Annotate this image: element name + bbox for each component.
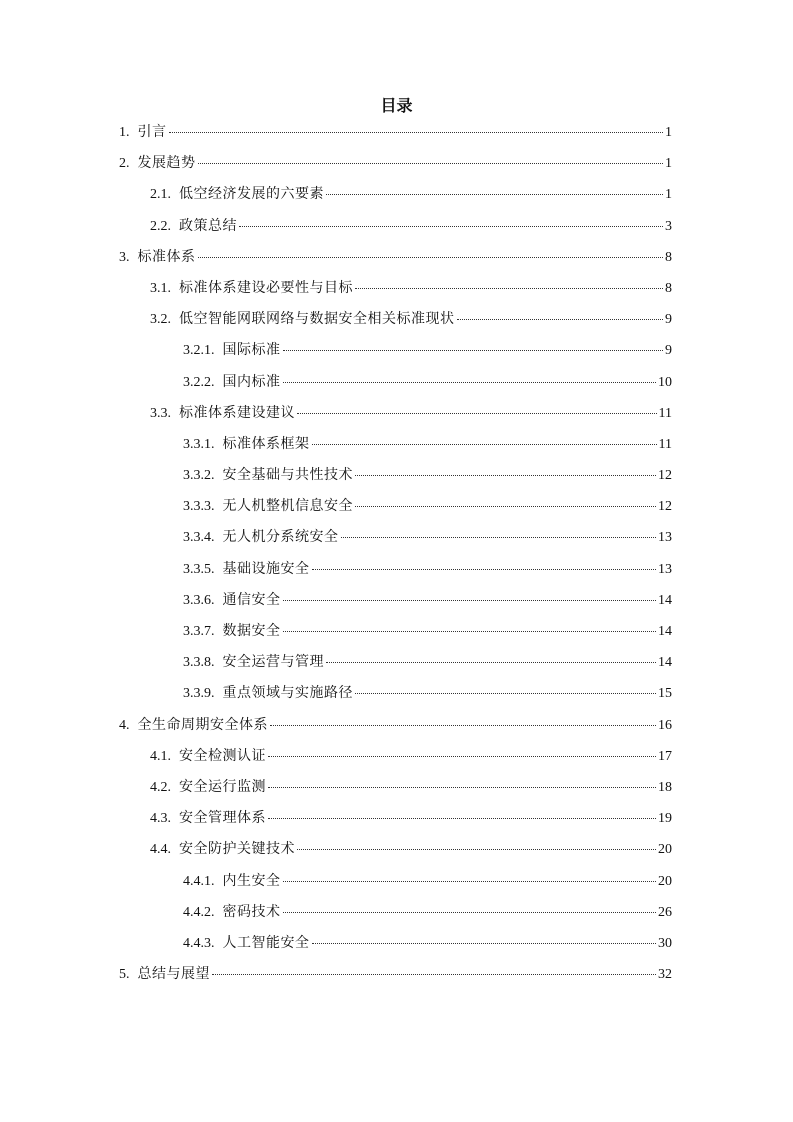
toc-entry[interactable] [0, 678, 793, 709]
toc-entry-number: 2.2. [150, 218, 171, 234]
toc-entry[interactable] [0, 117, 793, 148]
toc-entry-number: 4. [119, 717, 130, 733]
toc-entry-number: 2.1. [150, 187, 171, 203]
toc-entry[interactable] [0, 398, 793, 429]
toc-entry-title: 政策总结 [179, 217, 237, 234]
toc-entry-title: 国际标准 [222, 342, 281, 359]
toc-entry-page-number: 17 [658, 748, 672, 764]
toc-entry-title: 安全检测认证 [179, 747, 266, 764]
toc-entry-page-number: 10 [658, 374, 672, 390]
toc-entry[interactable] [0, 803, 793, 834]
toc-dot-leader [297, 849, 656, 850]
toc-entry-title: 总结与展望 [137, 966, 210, 983]
toc-entry[interactable] [0, 834, 793, 865]
toc-entry[interactable] [0, 616, 793, 647]
toc-entry-number: 3.3. [150, 405, 171, 421]
toc-entry-number: 3.3.1. [183, 436, 215, 452]
toc-entry-title: 标准体系框架 [222, 435, 310, 452]
toc-dot-leader [283, 382, 657, 383]
toc-dot-leader [312, 943, 657, 944]
toc-dot-leader [198, 163, 664, 164]
toc-entry-number: 4.4.2. [183, 904, 215, 920]
toc-entry-page-number: 32 [658, 967, 672, 983]
toc-entry-page-number: 9 [665, 312, 672, 328]
toc-dot-leader [283, 350, 664, 351]
toc-entry-page-number: 3 [665, 218, 672, 234]
toc-entry-number: 3.2.2. [183, 374, 215, 390]
toc-entry-page-number: 1 [665, 156, 672, 172]
toc-entry-page-number: 20 [658, 873, 672, 889]
toc-entry-title: 发展趋势 [137, 155, 196, 172]
toc-entry-title: 安全运行监测 [179, 778, 266, 795]
toc-entry[interactable] [0, 304, 793, 335]
toc-entry[interactable] [0, 179, 793, 210]
toc-dot-leader [355, 506, 656, 507]
toc-entry-page-number: 18 [658, 779, 672, 795]
toc-entry[interactable] [0, 897, 793, 928]
toc-entry[interactable] [0, 367, 793, 398]
toc-dot-leader [355, 475, 656, 476]
toc-dot-leader [283, 600, 657, 601]
toc-entry-number: 3.3.8. [183, 655, 215, 671]
toc-entry-title: 内生安全 [222, 872, 281, 889]
toc-title: 目录 [380, 96, 413, 115]
toc-entry-number: 3.3.7. [183, 624, 215, 639]
toc-entry-page-number: 1 [665, 125, 672, 140]
toc-list [0, 117, 793, 990]
toc-entry-page-number: 16 [658, 717, 672, 733]
toc-entry-number: 3.3.4. [183, 530, 215, 546]
toc-entry-number: 3.3.5. [183, 561, 215, 577]
toc-entry-title: 人工智能安全 [222, 934, 310, 951]
toc-entry-number: 3.1. [150, 280, 171, 296]
toc-entry[interactable] [0, 710, 793, 741]
toc-entry-page-number: 13 [658, 530, 672, 546]
toc-entry-title: 无人机分系统安全 [222, 529, 339, 546]
toc-entry-title: 全生命周期安全体系 [137, 716, 268, 733]
toc-entry[interactable] [0, 242, 793, 273]
toc-entry[interactable] [0, 647, 793, 678]
toc-dot-leader [268, 787, 656, 788]
toc-entry-number: 3.3.6. [183, 592, 215, 608]
toc-entry[interactable] [0, 491, 793, 522]
toc-entry-title: 引言 [137, 124, 167, 140]
toc-entry-page-number: 12 [658, 499, 672, 515]
toc-entry-title: 低空智能网联网络与数据安全相关标准现状 [179, 311, 455, 328]
toc-entry-title: 标准体系建设必要性与目标 [179, 279, 353, 296]
toc-entry-title: 安全管理体系 [179, 810, 266, 827]
toc-dot-leader [312, 569, 657, 570]
toc-entry-title: 通信安全 [222, 591, 281, 608]
toc-dot-leader [268, 818, 656, 819]
toc-dot-leader [326, 662, 656, 663]
toc-entry-title: 国内标准 [222, 373, 281, 390]
toc-entry-number: 4.4.1. [183, 873, 215, 889]
toc-entry[interactable] [0, 585, 793, 616]
toc-entry-page-number: 8 [665, 280, 672, 296]
toc-entry[interactable] [0, 429, 793, 460]
toc-dot-leader [198, 257, 664, 258]
toc-entry-number: 3.3.9. [183, 686, 215, 702]
toc-entry-title: 密码技术 [222, 903, 281, 920]
toc-entry[interactable] [0, 460, 793, 491]
toc-entry-number: 3.2. [150, 312, 171, 328]
toc-dot-leader [283, 912, 657, 913]
toc-dot-leader [268, 756, 656, 757]
toc-entry-title: 安全运营与管理 [222, 654, 324, 671]
toc-entry-number: 3.2.1. [183, 343, 215, 359]
toc-dot-leader [169, 132, 664, 133]
toc-dot-leader [297, 413, 657, 414]
toc-entry[interactable] [0, 211, 793, 242]
toc-entry-page-number: 14 [658, 655, 672, 671]
toc-dot-leader [283, 631, 657, 632]
toc-dot-leader [239, 226, 663, 227]
toc-entry-number: 3.3.2. [183, 468, 215, 484]
toc-entry-title: 安全防护关键技术 [179, 841, 295, 858]
toc-entry-number: 3. [119, 249, 130, 265]
toc-entry-number: 2. [119, 156, 130, 172]
toc-dot-leader [270, 725, 656, 726]
toc-entry[interactable] [0, 273, 793, 304]
toc-dot-leader [283, 881, 657, 882]
toc-dot-leader [212, 974, 656, 975]
toc-entry-title: 低空经济发展的六要素 [179, 186, 324, 203]
toc-entry-title: 无人机整机信息安全 [222, 498, 353, 515]
toc-entry[interactable] [0, 522, 793, 553]
toc-entry[interactable] [0, 554, 793, 585]
toc-entry-page-number: 20 [658, 842, 672, 858]
toc-entry-title: 安全基础与共性技术 [222, 467, 353, 484]
toc-entry-page-number: 26 [658, 904, 672, 920]
toc-entry-page-number: 14 [658, 592, 672, 608]
toc-entry-page-number: 13 [658, 561, 672, 577]
toc-entry-page-number: 19 [658, 811, 672, 827]
toc-entry-page-number: 8 [665, 249, 672, 265]
toc-dot-leader [312, 444, 657, 445]
toc-entry-number: 1. [119, 125, 130, 140]
toc-entry-number: 4.4. [150, 842, 171, 858]
toc-entry[interactable] [0, 928, 793, 959]
toc-entry[interactable] [0, 148, 793, 179]
toc-entry[interactable] [0, 335, 793, 366]
toc-entry[interactable] [0, 959, 793, 990]
toc-dot-leader [457, 319, 664, 320]
toc-entry-number: 3.3.3. [183, 499, 215, 515]
toc-entry-number: 4.3. [150, 811, 171, 827]
toc-dot-leader [326, 194, 663, 195]
toc-entry-number: 4.2. [150, 779, 171, 795]
toc-entry-page-number: 9 [665, 343, 672, 359]
toc-entry-title: 基础设施安全 [222, 560, 310, 577]
toc-dot-leader [355, 288, 663, 289]
toc-dot-leader [341, 537, 657, 538]
toc-entry-page-number: 15 [658, 686, 672, 702]
toc-entry-title: 数据安全 [222, 623, 281, 639]
toc-entry-page-number: 30 [658, 935, 672, 951]
toc-dot-leader [355, 693, 656, 694]
toc-entry-page-number: 14 [658, 624, 672, 639]
toc-entry[interactable] [0, 866, 793, 897]
toc-entry-title: 标准体系建设建议 [179, 404, 295, 421]
toc-entry-page-number: 1 [665, 187, 672, 203]
toc-entry[interactable] [0, 772, 793, 803]
toc-entry-page-number: 11 [658, 436, 672, 452]
toc-entry-title: 标准体系 [137, 248, 196, 265]
toc-entry-number: 4.1. [150, 748, 171, 764]
toc-entry-title: 重点领域与实施路径 [222, 685, 353, 702]
toc-entry[interactable] [0, 741, 793, 772]
toc-entry-number: 4.4.3. [183, 935, 215, 951]
toc-entry-page-number: 11 [658, 405, 672, 421]
toc-entry-number: 5. [119, 967, 130, 983]
toc-entry-page-number: 12 [658, 468, 672, 484]
